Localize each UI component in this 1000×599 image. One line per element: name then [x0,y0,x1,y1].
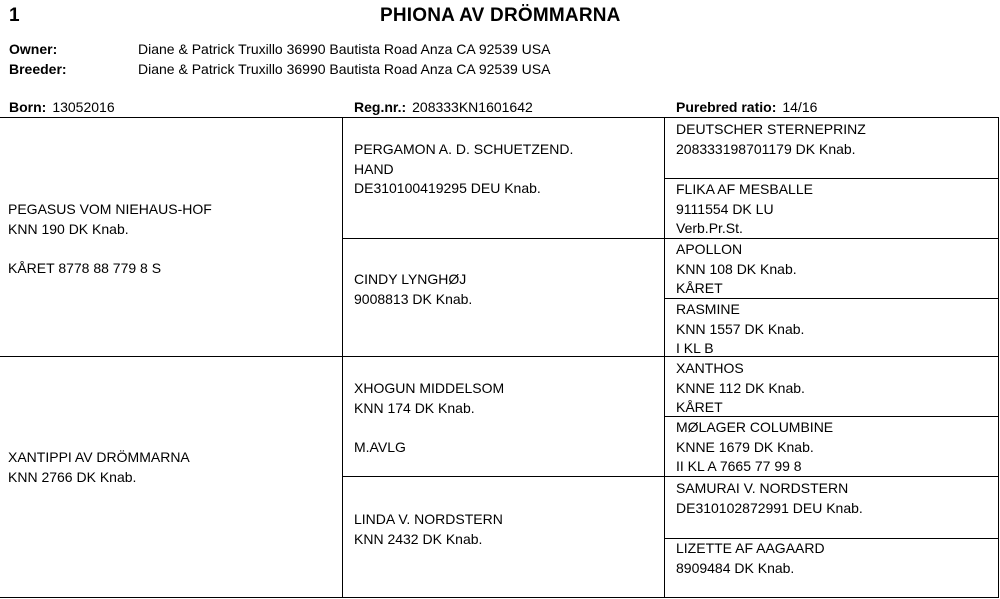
breeder-value: Diane & Patrick Truxillo 36990 Bautista Road Anza CA 92539 USA [138,61,551,77]
row-divider [0,356,998,357]
sss-name: DEUTSCHER STERNEPRINZ [676,121,866,137]
row-divider [343,476,998,477]
column-divider [342,118,343,598]
sdd-note: I KL B [676,340,714,356]
row-divider [343,238,998,239]
ddd-reg: 8909484 DK Knab. [676,559,795,576]
sds-cell [676,240,797,299]
purebred-field [676,99,817,115]
sdd-reg: KNN 1557 DK Knab. [676,320,805,337]
dam-dam-cell [354,510,503,549]
sd-name: CINDY LYNGHØJ [354,271,467,287]
breeder-row [9,61,550,77]
sds-reg: KNN 108 DK Knab. [676,260,797,277]
dam-name: XANTIPPI AV DRÖMMARNA [8,449,190,465]
dsd-note: II KL A 7665 77 99 8 [676,458,802,474]
ss-name-cont: HAND [354,160,394,177]
ddd-cell [676,539,825,578]
sire-reg: KNN 190 DK Knab. [8,220,129,237]
column-divider [664,118,665,598]
dd-reg: KNN 2432 DK Knab. [354,530,483,547]
sdd-cell [676,300,804,359]
row-divider [665,178,998,179]
sire-spacer [8,239,212,259]
ss-reg: DE310100419295 DEU Knab. [354,180,541,196]
sd-reg: 9008813 DK Knab. [354,290,473,307]
purebred-label: Purebred ratio: [676,99,777,115]
sss-cell [676,120,866,159]
dam-reg: KNN 2766 DK Knab. [8,468,137,485]
breeder-label: Breeder: [9,61,67,77]
ssd-name: FLIKA AF MESBALLE [676,181,813,197]
dsd-cell [676,418,833,477]
catalog-number: 1 [9,5,20,26]
dss-note: KÅRET [676,399,723,415]
born-label: Born: [9,99,47,115]
regnr-value: 208333KN1601642 [412,99,533,115]
dds-reg: DE310102872991 DEU Knab. [676,499,863,516]
ds-spacer [354,418,504,438]
dog-name-title: PHIONA AV DRÖMMARNA [380,5,621,26]
ds-name: XHOGUN MIDDELSOM [354,380,505,396]
ds-note: M.AVLG [354,438,406,455]
regnr-label: Reg.nr.: [354,99,407,115]
sds-note: KÅRET [676,280,723,296]
dss-reg: KNNE 112 DK Knab. [676,379,805,396]
dsd-reg: KNNE 1679 DK Knab. [676,438,814,455]
regnr-field [354,99,533,115]
ds-reg: KNN 174 DK Knab. [354,399,475,416]
sire-sire-cell [354,140,573,199]
dss-cell [676,359,805,418]
dam-cell [8,448,190,487]
ssd-cell [676,180,813,239]
sdd-name: RASMINE [676,301,740,317]
ssd-note: Verb.Pr.St. [676,220,743,236]
pedigree-table [0,117,999,598]
owner-label: Owner: [9,41,58,57]
born-value: 13052016 [52,99,115,115]
sire-note: KÅRET 8778 88 779 8 S [8,259,162,276]
ssd-reg: 9111554 DK LU [676,200,774,217]
sds-name: APOLLON [676,241,743,257]
sire-dam-cell [354,270,472,309]
ddd-name: LIZETTE AF AAGAARD [676,540,825,556]
owner-row [9,41,550,57]
born-field [9,99,115,115]
purebred-value: 14/16 [782,99,818,115]
dam-sire-cell [354,379,504,457]
sire-cell [8,200,212,278]
dds-cell [676,479,863,518]
owner-value: Diane & Patrick Truxillo 36990 Bautista Road Anza CA 92539 USA [138,41,551,57]
dss-name: XANTHOS [676,360,744,376]
dds-name: SAMURAI V. NORDSTERN [676,480,849,496]
dd-name: LINDA V. NORDSTERN [354,511,503,527]
sire-name: PEGASUS VOM NIEHAUS-HOF [8,201,212,217]
sss-reg: 208333198701179 DK Knab. [676,140,856,157]
ss-name: PERGAMON A. D. SCHUETZEND. [354,141,574,157]
dsd-name: MØLAGER COLUMBINE [676,419,834,435]
